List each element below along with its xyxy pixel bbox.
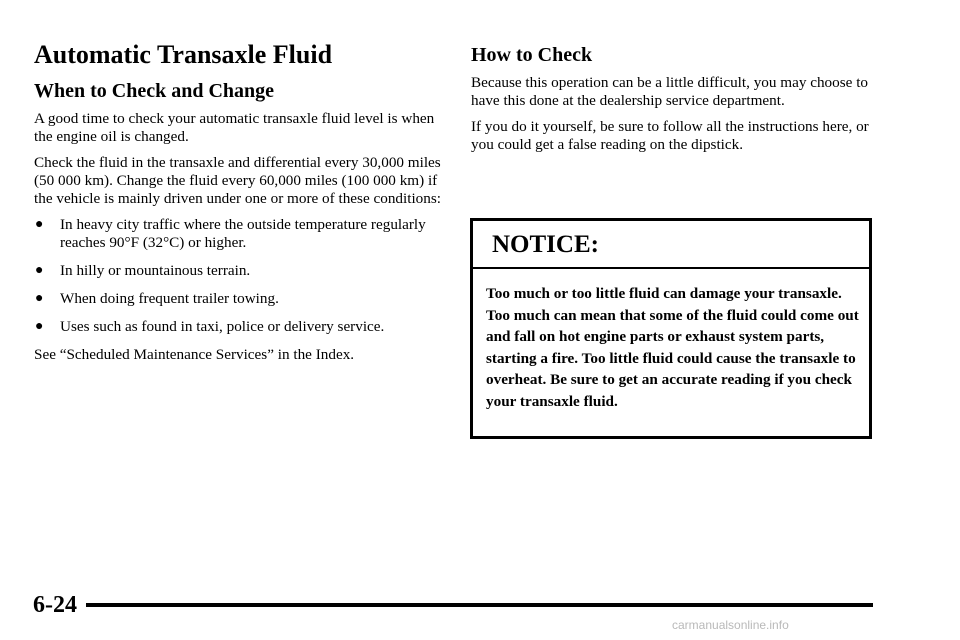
bullet-icon: ● bbox=[35, 217, 44, 232]
list-item-text: When doing frequent trailer towing. bbox=[60, 290, 279, 307]
paragraph-follow-instructions: If you do it yourself, be sure to follow all the instructions here, or you could get a false reading on the dipstick. bbox=[471, 118, 869, 153]
paragraph-good-time: A good time to check your automatic transaxle fluid level is when the engine oil is changed. bbox=[34, 110, 435, 145]
list-item bbox=[34, 216, 444, 252]
paragraph-check-interval: Check the fluid in the transaxle and differential every 30,000 miles (50 000 km). Change the fluid every 60,000 miles (100 000 km) if the vehicle is mainly driven under one or more of these conditions: bbox=[34, 154, 441, 207]
paragraph-see-index: See “Scheduled Maintenance Services” in the Index. bbox=[34, 346, 355, 363]
page-number: 6-24 bbox=[33, 592, 77, 618]
list-item bbox=[34, 318, 444, 336]
left-column bbox=[34, 40, 444, 372]
bullet-icon: ● bbox=[35, 319, 44, 334]
watermark: carmanualsonline.info bbox=[672, 618, 789, 632]
bullet-icon: ● bbox=[35, 291, 44, 306]
notice-box bbox=[470, 218, 872, 439]
list-item bbox=[34, 290, 444, 308]
page-title: Automatic Transaxle Fluid bbox=[34, 40, 333, 69]
right-column bbox=[471, 43, 881, 162]
list-item-text: In hilly or mountainous terrain. bbox=[60, 262, 251, 279]
paragraph-difficulty: Because this operation can be a little difficult, you may choose to have this done at the dealership service department. bbox=[471, 74, 869, 109]
conditions-list bbox=[34, 216, 444, 336]
notice-title: NOTICE: bbox=[492, 231, 599, 258]
footer-divider bbox=[86, 603, 873, 607]
notice-body: Too much or too little fluid can damage your transaxle. Too much can mean that some of the fluid could come out and fall on hot engine parts or exhaust system parts, starting a fire. Too little fluid could cause the transaxle to overheat. Be sure to get an accurate reading if you check your transaxle fluid. bbox=[486, 285, 859, 410]
section-heading-how-to-check: How to Check bbox=[471, 44, 593, 66]
list-item-text: Uses such as found in taxi, police or delivery service. bbox=[60, 318, 385, 335]
section-heading-when-to-check: When to Check and Change bbox=[34, 80, 275, 102]
list-item bbox=[34, 262, 444, 280]
bullet-icon: ● bbox=[35, 263, 44, 278]
list-item-text: In heavy city traffic where the outside temperature regularly reaches 90°F (32°C) or higher. bbox=[60, 216, 426, 251]
